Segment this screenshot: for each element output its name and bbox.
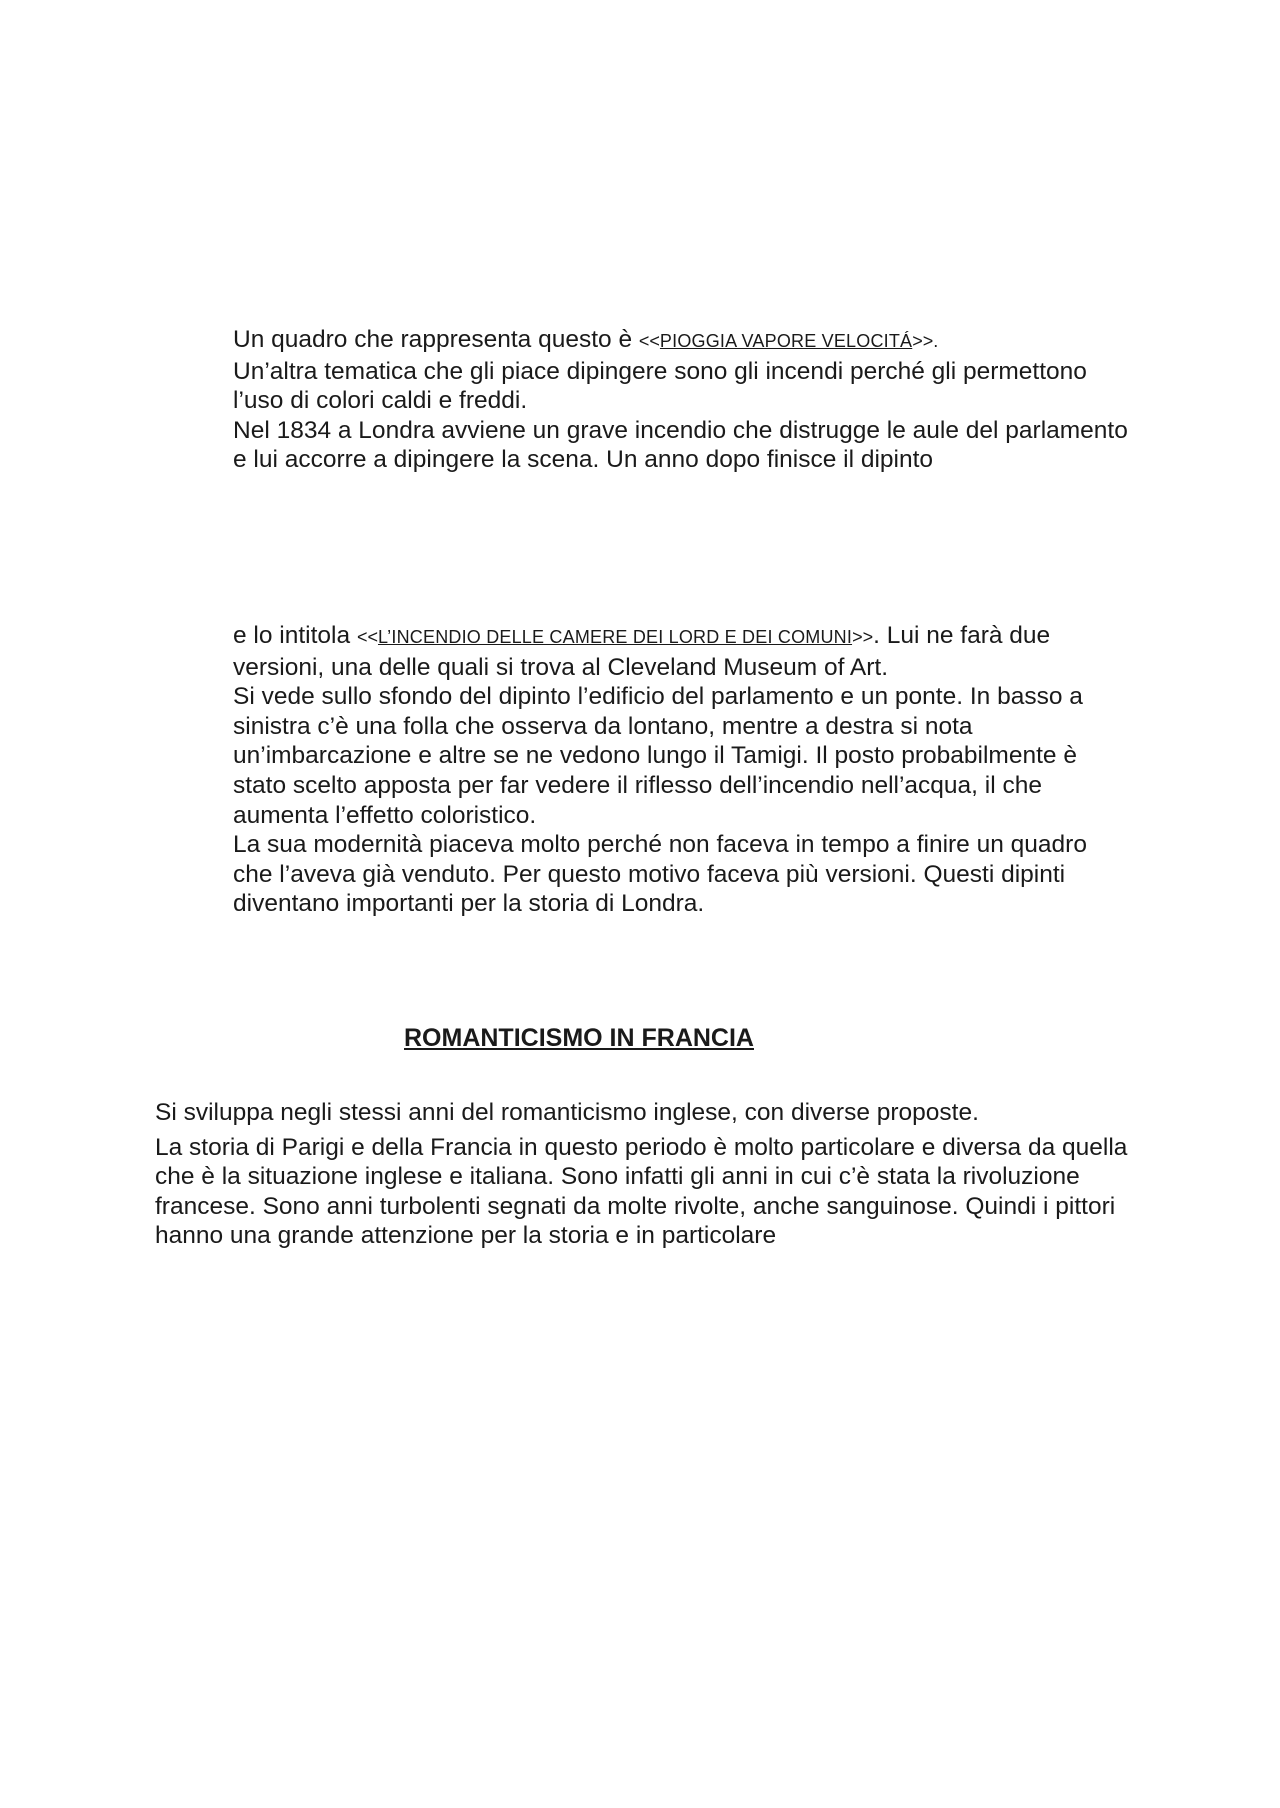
open-quote: <<: [638, 331, 660, 351]
paragraph-french-history: La storia di Parigi e della Francia in questo periodo è molto particolare e diversa da quella che è la situazione inglese e italiana. Sono infatti gli anni in cui c’è stata la rivoluzione francese. Sono anni turbolenti segnati da molte rivolte, anche sanguinose. Quindi i pittori hanno una grande attenzione per la storia e in particolare: [155, 1133, 1128, 1250]
paragraph-london-fire: Nel 1834 a Londra avviene un grave incendio che distrugge le aule del parlamento e lui accorre a dipingere la scena. Un anno dopo finisce il dipinto: [233, 416, 1128, 474]
painting-title-pioggia: PIOGGIA VAPORE VELOCITÁ: [659, 331, 913, 351]
bottom-text-block: [155, 1098, 1135, 1251]
close-quote: >>.: [912, 331, 939, 351]
paragraph-french-intro: Si sviluppa negli stessi anni del romanticismo inglese, con diverse proposte.: [155, 1099, 979, 1126]
open-quote: <<: [356, 627, 378, 647]
paragraph-painting-description: Si vede sullo sfondo del dipinto l’edificio del parlamento e un ponte. In basso a sinistra c’è una folla che osserva da lontano, mentre a destra si nota un’imbarcazione e altre se ne vedono lungo il Tamigi. Il posto probabilmente è stato scelto apposta per far vedere il riflesso dell’incendio nell’acqua, il che aumenta l’effetto coloristico.: [233, 683, 1083, 829]
paragraph-text: . Lui ne farà due versioni, una delle quali si trova al Cleveland Museum of Art.: [233, 622, 1051, 681]
section-heading: ROMANTICISMO IN FRANCIA: [404, 1024, 754, 1052]
top-text-block: [233, 325, 1133, 475]
paragraph-painting-title: [233, 621, 1133, 682]
paragraph-painting-intro: [233, 325, 1133, 357]
middle-text-block: [233, 621, 1133, 919]
paragraph-text: Un quadro che rappresenta questo è: [233, 326, 639, 353]
painting-title-incendio: L’INCENDIO DELLE CAMERE DEI LORD E DEI COMUNI: [377, 627, 853, 647]
close-quote: >>: [852, 627, 874, 647]
paragraph-fires-theme: Un’altra tematica che gli piace dipingere sono gli incendi perché gli permettono l’uso di colori caldi e freddi.: [233, 357, 1087, 415]
paragraph-modernity: La sua modernità piaceva molto perché non faceva in tempo a finire un quadro che l’aveva già venduto. Per questo motivo faceva più versioni. Questi dipinti diventano importanti per la storia di Londra.: [233, 831, 1087, 918]
paragraph-text: e lo intitola: [233, 622, 357, 649]
